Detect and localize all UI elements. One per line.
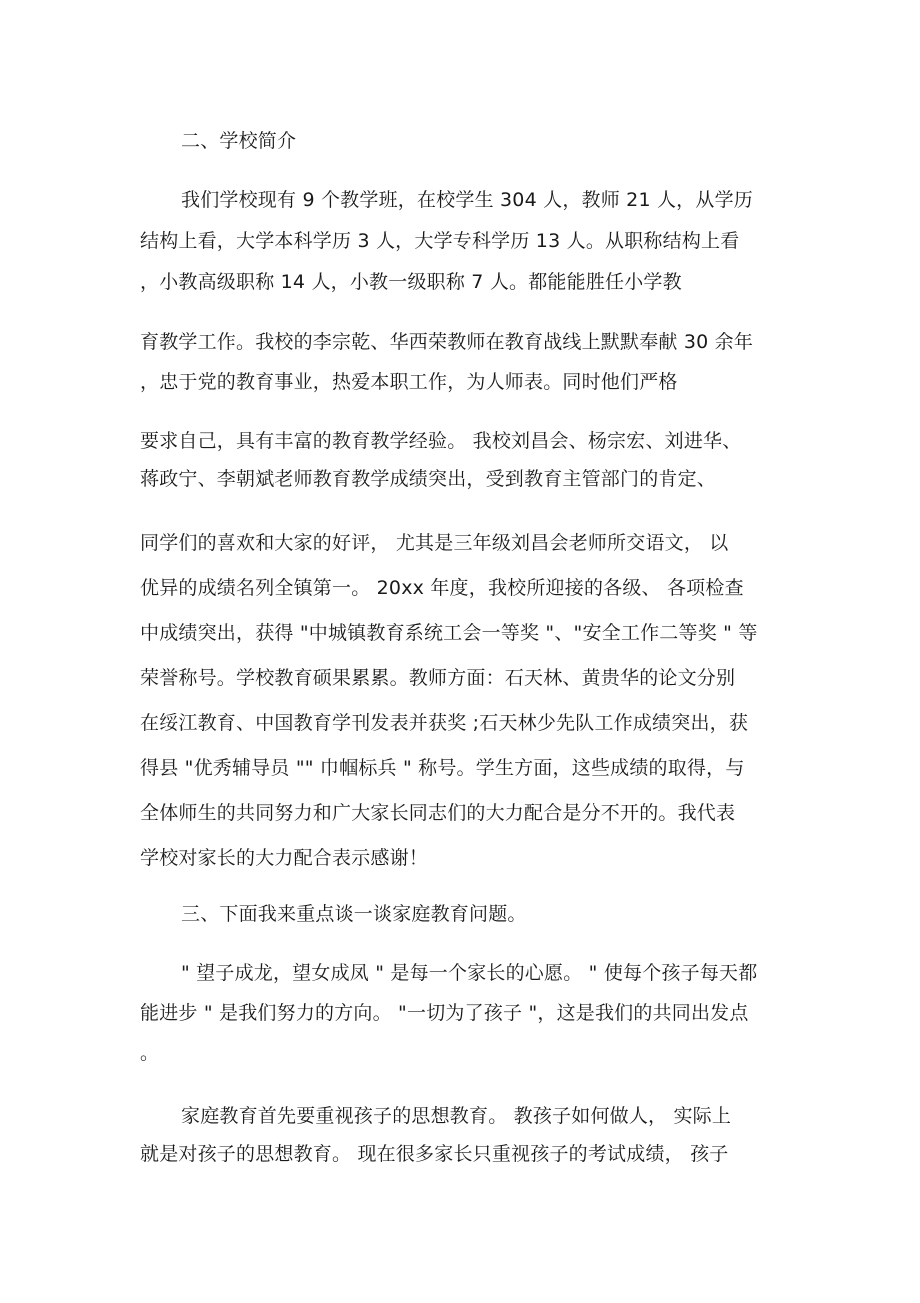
text-line: 育教学工作。我校的李宗乾、华西荣教师在教育战线上默默奉献 30 余年 bbox=[140, 331, 754, 353]
text-line: 蒋政宁、李朝斌老师教育教学成绩突出，受到教育主管部门的肯定、 bbox=[140, 468, 717, 490]
text-line: 我们学校现有 9 个教学班，在校学生 304 人，教师 21 人，从学历 bbox=[181, 189, 753, 211]
text-line: 全体师生的共同努力和广大家长同志们的大力配合是分不开的。我代表 bbox=[140, 802, 736, 824]
text-line: 在绥江教育、中国教育学刊发表并获奖 ;石天林少先队工作成绩突出，获 bbox=[140, 712, 749, 734]
text-line: 学校对家长的大力配合表示感谢！ bbox=[140, 847, 429, 869]
text-line: ，忠于党的教育事业，热爱本职工作，为人师表。同时他们严格 bbox=[140, 371, 678, 393]
text-line: " 望子成龙，望女成凤 " 是每一个家长的心愿。 " 使每个孩子每天都 bbox=[181, 962, 758, 984]
text-line: 中成绩突出，获得 "中城镇教育系统工会一等奖 "、"安全工作二等奖 " 等 bbox=[140, 622, 758, 644]
text-line: ，小教高级职称 14 人，小教一级职称 7 人。都能能胜任小学教 bbox=[140, 271, 682, 293]
text-line: 荣誉称号。学校教育硕果累累。教师方面：石天林、黄贵华的论文分别 bbox=[140, 667, 736, 689]
text-line: 优异的成绩名列全镇第一。 20xx 年度，我校所迎接的各级、 各项检查 bbox=[140, 577, 744, 599]
text-line: 同学们的喜欢和大家的好评， 尤其是三年级刘昌会老师所交语文， 以 bbox=[140, 532, 729, 554]
text-line: 家庭教育首先要重视孩子的思想教育。 教孩子如何做人， 实际上 bbox=[181, 1105, 732, 1127]
text-line: 能进步 " 是我们努力的方向。 "一切为了孩子 "，这是我们的共同出发点 bbox=[140, 1002, 749, 1024]
text-line: 。 bbox=[140, 1042, 160, 1064]
text-line: 要求自己，具有丰富的教育教学经验。 我校刘昌会、杨宗宏、刘进华、 bbox=[140, 430, 742, 452]
text-line: 就是对孩子的思想教育。 现在很多家长只重视孩子的考试成绩， 孩子 bbox=[140, 1143, 729, 1165]
section-heading-family-education: 三、下面我来重点谈一谈家庭教育问题。 bbox=[181, 903, 527, 925]
section-heading-school-intro: 二、学校简介 bbox=[181, 130, 297, 152]
text-line: 结构上看，大学本科学历 3 人，大学专科学历 13 人。从职称结构上看 bbox=[140, 230, 740, 252]
text-line: 得县 "优秀辅导员 "" 巾帼标兵 " 称号。学生方面，这些成绩的取得，与 bbox=[140, 757, 745, 779]
